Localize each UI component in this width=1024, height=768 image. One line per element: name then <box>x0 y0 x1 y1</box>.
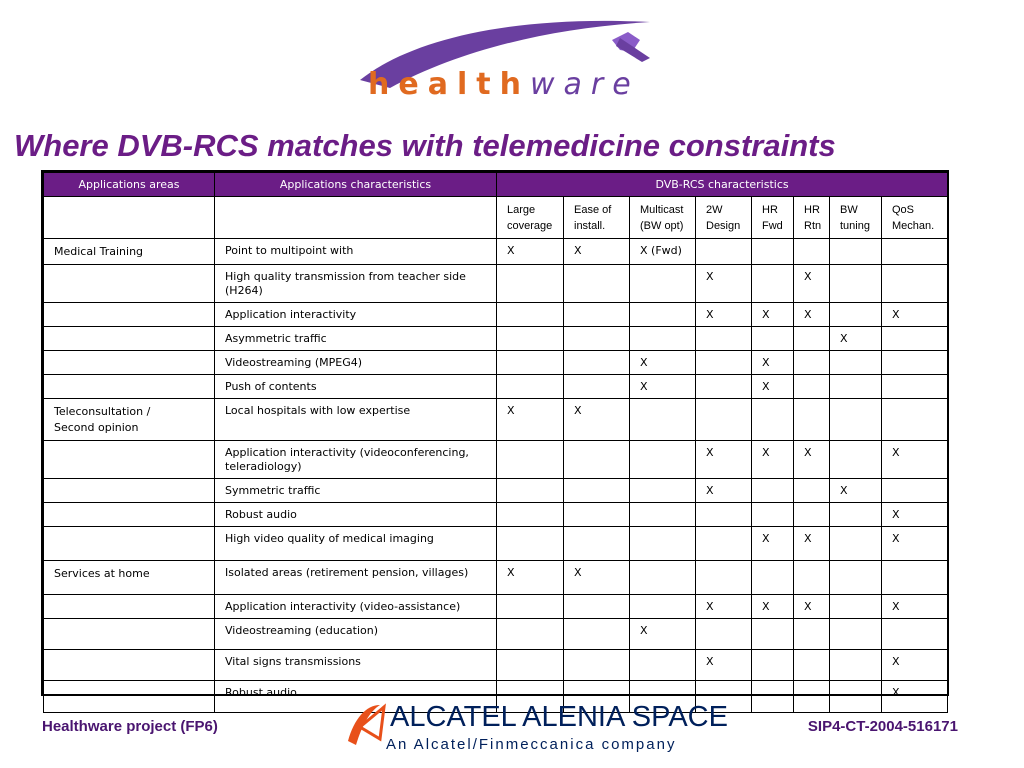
mark-cell <box>630 503 696 527</box>
area-cell <box>44 619 215 650</box>
subheader-line: HR <box>762 204 778 216</box>
mark-cell <box>564 650 630 681</box>
area-cell <box>44 503 215 527</box>
mark-cell <box>794 479 830 503</box>
footer-project-label: Healthware project (FP6) <box>42 718 218 735</box>
mark-cell <box>564 327 630 351</box>
mark-cell <box>882 479 948 503</box>
page-title: Where DVB-RCS matches with telemedicine constraints <box>14 128 836 163</box>
mark-cell <box>752 650 794 681</box>
mark-cell: X <box>564 399 630 441</box>
area-cell <box>44 239 215 265</box>
logo-text-ware: ware <box>529 67 640 102</box>
mark-cell <box>630 327 696 351</box>
subheader-line: Fwd <box>762 220 783 232</box>
area-cell <box>44 561 215 595</box>
subheader-line: coverage <box>507 220 553 232</box>
table-row <box>44 527 948 561</box>
mark-cell <box>794 327 830 351</box>
area-label: Services at home <box>54 567 150 580</box>
mark-cell <box>497 375 564 399</box>
area-cell <box>44 681 215 713</box>
mark-cell <box>564 619 630 650</box>
mark-cell <box>794 619 830 650</box>
subheader-cell <box>830 197 882 239</box>
logo-wordmark <box>368 67 640 102</box>
mark-cell: X <box>696 479 752 503</box>
characteristic-cell: High video quality of medical imaging <box>215 527 497 561</box>
area-cell <box>44 303 215 327</box>
mark-cell <box>752 503 794 527</box>
mark-cell <box>830 265 882 303</box>
mark-cell <box>794 681 830 713</box>
mark-cell <box>830 351 882 375</box>
mark-cell <box>497 650 564 681</box>
mark-cell: X <box>564 239 630 265</box>
mark-cell <box>830 681 882 713</box>
characteristic-cell: Application interactivity (videoconferencing, teleradiology) <box>215 441 497 479</box>
mark-cell <box>630 561 696 595</box>
mark-cell <box>830 441 882 479</box>
mark-cell <box>830 595 882 619</box>
mark-cell: X <box>830 479 882 503</box>
area-label: Medical Training <box>54 245 144 258</box>
mark-cell <box>830 375 882 399</box>
table-row <box>44 650 948 681</box>
area-label-line2: Second opinion <box>54 421 139 434</box>
mark-cell <box>696 351 752 375</box>
area-cell <box>44 399 215 441</box>
mark-cell <box>794 503 830 527</box>
characteristic-cell: Robust audio <box>215 503 497 527</box>
mark-cell: X <box>830 327 882 351</box>
mark-cell <box>497 441 564 479</box>
logo-text-health: health <box>368 67 530 102</box>
subheader-cell <box>696 197 752 239</box>
characteristic-cell: Push of contents <box>215 375 497 399</box>
mark-cell <box>630 527 696 561</box>
mark-cell: X <box>752 441 794 479</box>
mark-cell: X <box>696 441 752 479</box>
mark-cell: X <box>794 527 830 561</box>
mark-cell <box>752 399 794 441</box>
mark-cell: X <box>794 595 830 619</box>
mark-cell <box>696 561 752 595</box>
area-label: Teleconsultation / <box>54 405 151 418</box>
subheader-line: QoS <box>892 204 915 216</box>
mark-cell: X <box>497 561 564 595</box>
area-cell <box>44 479 215 503</box>
header-dvb-rcs-characteristics: DVB-RCS characteristics <box>497 173 948 197</box>
mark-cell: X <box>882 650 948 681</box>
mark-cell <box>752 239 794 265</box>
mark-cell <box>497 527 564 561</box>
mark-cell <box>752 619 794 650</box>
mark-cell <box>497 595 564 619</box>
table-row <box>44 399 948 441</box>
mark-cell <box>497 619 564 650</box>
table-row <box>44 619 948 650</box>
subheader-cell <box>497 197 564 239</box>
table-row <box>44 303 948 327</box>
mark-cell: X <box>497 239 564 265</box>
mark-cell <box>630 479 696 503</box>
characteristic-cell: Robust audio <box>215 681 497 713</box>
subheader-line: Ease of <box>574 204 612 216</box>
mark-cell <box>752 479 794 503</box>
table-row <box>44 351 948 375</box>
characteristic-cell: Application interactivity (video-assistance) <box>215 595 497 619</box>
mark-cell <box>882 351 948 375</box>
mark-cell: X <box>630 375 696 399</box>
mark-cell: X <box>882 527 948 561</box>
subheader-line: tuning <box>840 220 870 232</box>
mark-cell <box>497 479 564 503</box>
mark-cell <box>830 619 882 650</box>
mark-cell <box>564 479 630 503</box>
mark-cell: X <box>882 503 948 527</box>
mark-cell <box>630 650 696 681</box>
header-applications-characteristics: Applications characteristics <box>215 173 497 197</box>
subheader-cell <box>882 197 948 239</box>
mark-cell: X <box>752 595 794 619</box>
mark-cell <box>830 650 882 681</box>
characteristic-cell: Asymmetric traffic <box>215 327 497 351</box>
subheader-cell <box>564 197 630 239</box>
area-cell <box>44 351 215 375</box>
subheader-line: Large <box>507 204 536 216</box>
mark-cell: X <box>696 650 752 681</box>
subheader-line: (BW opt) <box>640 220 684 232</box>
header-applications-areas: Applications areas <box>44 173 215 197</box>
mark-cell <box>696 527 752 561</box>
subheader-cell <box>752 197 794 239</box>
mark-cell <box>794 399 830 441</box>
mark-cell <box>497 265 564 303</box>
table-row <box>44 375 948 399</box>
characteristic-cell: High quality transmission from teacher side (H264) <box>215 265 497 303</box>
subheader-line: HR <box>804 204 820 216</box>
characteristic-cell: Symmetric traffic <box>215 479 497 503</box>
mark-cell <box>794 561 830 595</box>
company-logo <box>340 697 728 759</box>
area-cell <box>44 441 215 479</box>
mark-cell <box>752 681 794 713</box>
mark-cell: X <box>752 375 794 399</box>
subheader-empty-cell <box>44 197 215 239</box>
mark-cell: X <box>752 303 794 327</box>
subheader-row <box>44 197 948 239</box>
mark-cell <box>497 351 564 375</box>
mark-cell <box>882 327 948 351</box>
dvb-rcs-table <box>41 170 949 699</box>
mark-cell <box>882 265 948 303</box>
table-row <box>44 503 948 527</box>
characteristic-cell: Application interactivity <box>215 303 497 327</box>
mark-cell <box>696 619 752 650</box>
mark-cell <box>630 595 696 619</box>
mark-cell: X <box>564 561 630 595</box>
mark-cell <box>882 239 948 265</box>
mark-cell <box>630 399 696 441</box>
mark-cell: X <box>794 441 830 479</box>
mark-cell <box>564 527 630 561</box>
subheader-line: Rtn <box>804 220 822 232</box>
mark-cell: X <box>882 595 948 619</box>
mark-cell: X <box>696 303 752 327</box>
mark-cell: X <box>882 441 948 479</box>
area-cell <box>44 327 215 351</box>
subheader-line: Multicast <box>640 204 684 216</box>
subheader-line: 2W <box>706 204 723 216</box>
subheader-line: Mechan. <box>892 220 935 232</box>
mark-cell: X <box>882 303 948 327</box>
mark-cell <box>630 303 696 327</box>
mark-cell: X <box>752 527 794 561</box>
mark-cell <box>830 503 882 527</box>
mark-cell: X <box>696 595 752 619</box>
mark-cell <box>830 399 882 441</box>
mark-cell <box>752 327 794 351</box>
mark-cell <box>752 265 794 303</box>
characteristic-cell: Videostreaming (education) <box>215 619 497 650</box>
table-row <box>44 265 948 303</box>
area-cell <box>44 650 215 681</box>
mark-cell <box>882 561 948 595</box>
mark-cell <box>564 375 630 399</box>
table-row <box>44 441 948 479</box>
mark-cell <box>564 303 630 327</box>
table-row <box>44 479 948 503</box>
table-row <box>44 561 948 595</box>
mark-cell <box>882 399 948 441</box>
table-row <box>44 595 948 619</box>
mark-cell: X (Fwd) <box>630 239 696 265</box>
mark-cell: X <box>794 303 830 327</box>
area-cell <box>44 375 215 399</box>
mark-cell <box>630 441 696 479</box>
mark-cell: X <box>794 265 830 303</box>
mark-cell: X <box>630 619 696 650</box>
mark-cell <box>882 619 948 650</box>
mark-cell <box>794 351 830 375</box>
mark-cell <box>696 375 752 399</box>
mark-cell <box>696 399 752 441</box>
mark-cell <box>564 441 630 479</box>
mark-cell <box>696 503 752 527</box>
mark-cell <box>497 303 564 327</box>
area-cell <box>44 527 215 561</box>
mark-cell <box>830 303 882 327</box>
mark-cell: X <box>882 681 948 713</box>
characteristic-cell: Videostreaming (MPEG4) <box>215 351 497 375</box>
mark-cell <box>564 351 630 375</box>
mark-cell <box>830 561 882 595</box>
table-row <box>44 239 948 265</box>
characteristic-cell: Isolated areas (retirement pension, villages) <box>215 561 497 595</box>
subheader-cell <box>630 197 696 239</box>
subheader-line: install. <box>574 220 606 232</box>
mark-cell <box>752 561 794 595</box>
subheader-cell <box>794 197 830 239</box>
subheader-line: BW <box>840 204 858 216</box>
mark-cell: X <box>630 351 696 375</box>
mark-cell <box>882 375 948 399</box>
mark-cell <box>794 239 830 265</box>
company-tagline: An Alcatel/Finmeccanica company <box>386 736 677 753</box>
table-row <box>44 327 948 351</box>
mark-cell <box>696 239 752 265</box>
mark-cell <box>830 239 882 265</box>
mark-cell <box>630 265 696 303</box>
mark-cell <box>497 327 564 351</box>
characteristic-cell: Point to multipoint with <box>215 239 497 265</box>
area-cell <box>44 265 215 303</box>
subheader-empty-cell <box>215 197 497 239</box>
characteristic-cell: Vital signs transmissions <box>215 650 497 681</box>
mark-cell <box>564 503 630 527</box>
mark-cell <box>794 650 830 681</box>
mark-cell <box>830 527 882 561</box>
area-cell <box>44 595 215 619</box>
subheader-line: Design <box>706 220 741 232</box>
company-name: ALCATEL ALENIA SPACE <box>390 701 728 733</box>
mark-cell <box>794 375 830 399</box>
characteristic-cell: Local hospitals with low expertise <box>215 399 497 441</box>
mark-cell <box>564 595 630 619</box>
healthware-logo <box>350 10 670 115</box>
mark-cell <box>497 503 564 527</box>
mark-cell: X <box>696 265 752 303</box>
mark-cell <box>564 265 630 303</box>
header-row <box>44 173 948 197</box>
footer-contract-number: SIP4-CT-2004-516171 <box>807 718 958 735</box>
mark-cell <box>696 327 752 351</box>
mark-cell: X <box>497 399 564 441</box>
mark-cell: X <box>752 351 794 375</box>
